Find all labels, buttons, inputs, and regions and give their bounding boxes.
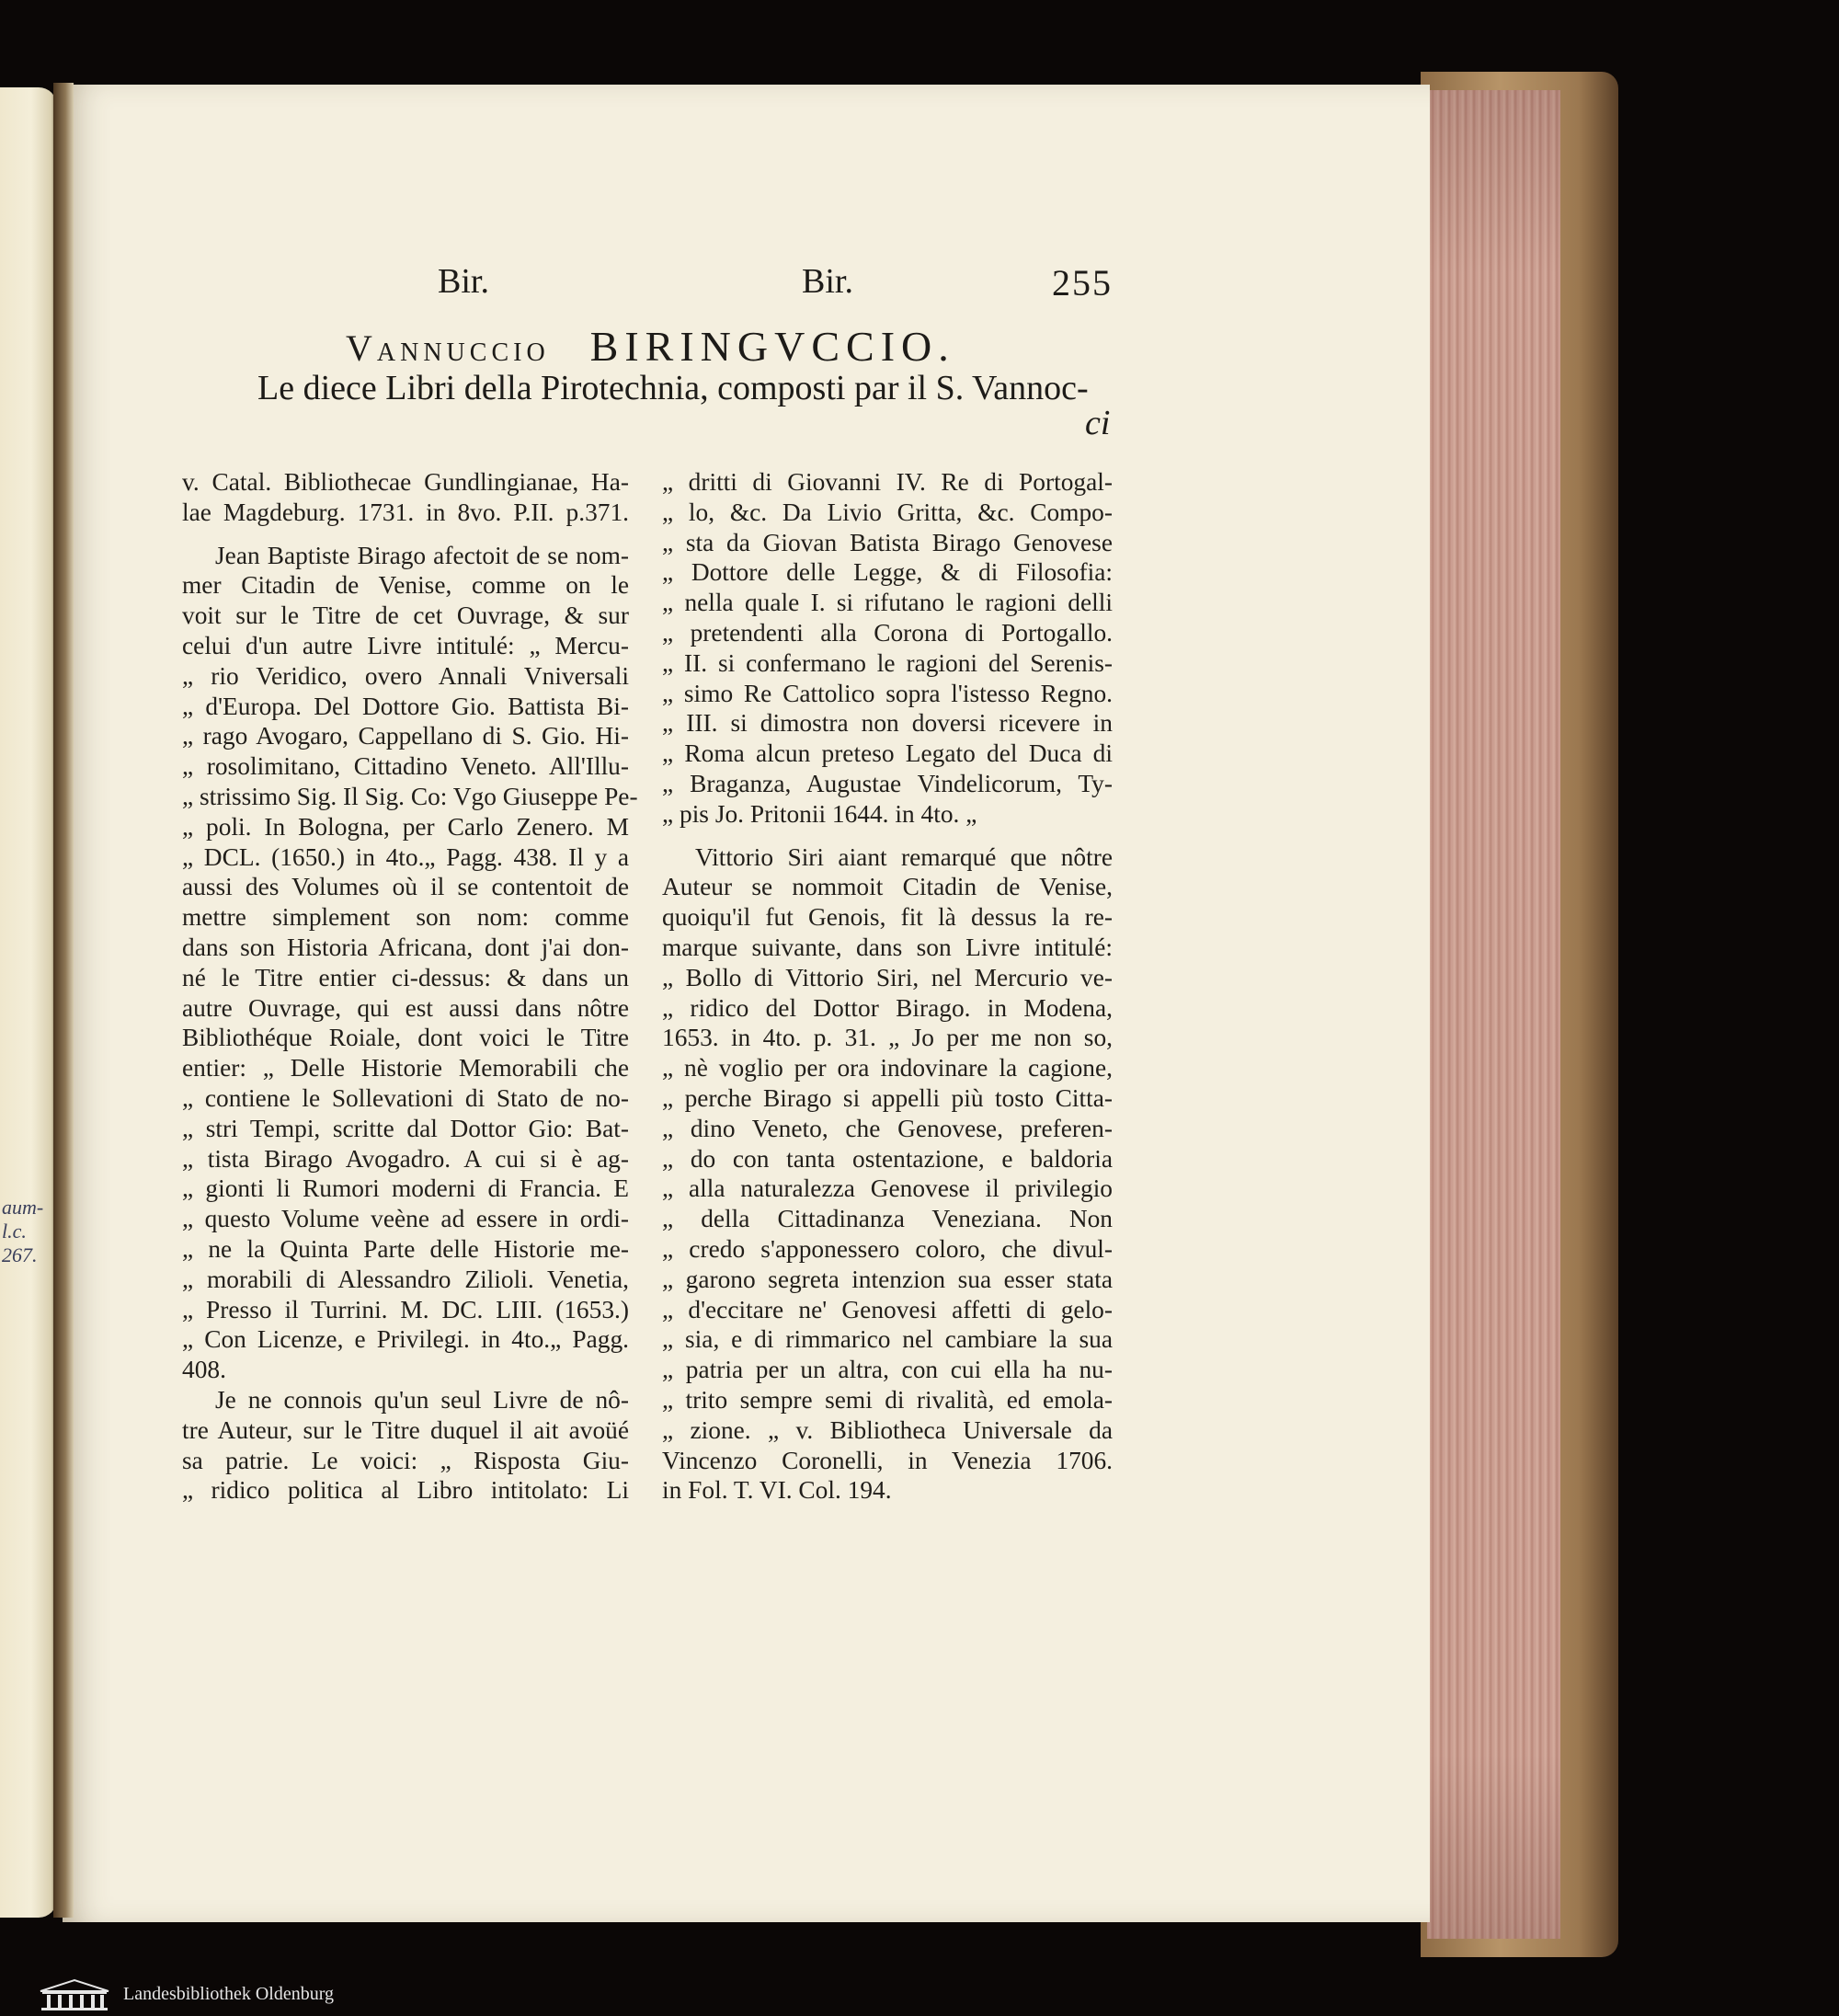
running-head-center: Bir.: [802, 262, 853, 301]
heading-surname: BIRINGVCCIO.: [589, 323, 955, 370]
text-line: aussi des Volumes où il se contentoit de: [182, 873, 629, 901]
text-line: „ poli. In Bologna, per Carlo Zenero. M: [182, 812, 629, 841]
text-line: „ rago Avogaro, Cappellano di S. Gio. Hi-: [182, 722, 629, 750]
text-line: marque suivante, dans son Livre intitulé:: [662, 933, 1113, 961]
library-building-icon: [39, 1978, 110, 2011]
text-line: „ credo s'apponessero coloro, che divul-: [662, 1234, 1113, 1263]
text-line: né le Titre entier ci-dessus: & dans un: [182, 963, 629, 991]
text-line: mer Citadin de Venise, comme on le: [182, 571, 629, 600]
text-line: sa patrie. Le voici: „ Risposta Giu-: [182, 1446, 629, 1474]
text-line: 1653. in 4to. p. 31. „ Jo per me non so,: [662, 1024, 1113, 1052]
text-line: „ Braganza, Augustae Vindelicorum, Ty-: [662, 769, 1113, 797]
text-line: „ pretendenti alla Corona di Portogallo.: [662, 618, 1113, 647]
text-line: Jean Baptiste Birago afectoit de se nom-: [215, 541, 629, 569]
text-line: Vittorio Siri aiant remarqué que nôtre: [695, 842, 1113, 871]
text-line: „ trito sempre semi di rivalità, ed emola-: [662, 1385, 1113, 1414]
text-line: „ morabili di Alessandro Zilioli. Venetia,: [182, 1265, 629, 1293]
text-line: Bibliothéque Roiale, dont voici le Titre: [182, 1024, 629, 1052]
text-line: Je ne connois qu'un seul Livre de nô-: [215, 1385, 629, 1414]
text-line: „ patria per un altra, con cui ella ha nu-: [662, 1356, 1113, 1384]
text-line: Vincenzo Coronelli, in Venezia 1706.: [662, 1446, 1113, 1474]
text-line: „ d'eccitare ne' Genovesi affetti di gelo-: [662, 1295, 1113, 1323]
margin-annotation: aum- l.c. 267.: [2, 1196, 44, 1266]
entry-heading: [346, 322, 989, 371]
text-line: „ alla naturalezza Genovese il privilegio: [662, 1174, 1113, 1203]
text-line: „ ridico del Dottor Birago. in Modena,: [662, 993, 1113, 1022]
text-line: „ nella quale I. si rifutano le ragioni delli: [662, 589, 1113, 617]
paragraph-gap: [182, 528, 629, 541]
text-line: „ simo Re Cattolico sopra l'istesso Regno.: [662, 679, 1113, 707]
text-line: „ contiene le Sollevationi di Stato de no-: [182, 1083, 629, 1112]
text-line: „ strissimo Sig. Il Sig. Co: Vgo Giuseppe Pe-: [182, 782, 638, 810]
text-line: „ gionti li Rumori moderni di Francia. E: [182, 1174, 629, 1203]
text-line: „ DCL. (1650.) in 4to.„ Pagg. 438. Il y a: [182, 842, 629, 871]
text-line: voit sur le Titre de cet Ouvrage, & sur: [182, 601, 629, 630]
text-line: „ ne la Quinta Parte delle Historie me-: [182, 1234, 629, 1263]
text-line: celui d'un autre Livre intitulé: „ Mercu-: [182, 631, 629, 659]
text-line: „ rosolimitano, Cittadino Veneto. All'Illu-: [182, 752, 629, 781]
left-page-edge: [0, 87, 57, 1918]
text-line: „ lo, &c. Da Livio Gritta, &c. Compo-: [662, 498, 1113, 526]
text-line: „ do con tanta ostentazione, e baldoria: [662, 1144, 1113, 1173]
text-line: 408.: [182, 1356, 226, 1384]
text-line: „ zione. „ v. Bibliotheca Universale da: [662, 1415, 1113, 1444]
text-line: „ sia, e di rimmarico nel cambiare la sua: [662, 1325, 1113, 1354]
running-head-left: Bir.: [438, 262, 489, 301]
left-text-column: [182, 467, 638, 1506]
entry-subtitle: Le diece Libri della Pirotechnia, composti par il S. Vannoc-: [257, 369, 1089, 407]
text-line: entier: „ Delle Historie Memorabili che: [182, 1054, 629, 1082]
text-line: „ dino Veneto, che Genovese, preferen-: [662, 1114, 1113, 1142]
text-line: Auteur se nommoit Citadin de Venise,: [662, 873, 1113, 901]
text-line: „ garono segreta intenzion sua esser stata: [662, 1265, 1113, 1293]
heading-given-name: Vannuccio: [346, 327, 550, 369]
paragraph-gap: [662, 830, 1113, 842]
entry-subtitle-continuation: ci: [1085, 404, 1111, 442]
text-line: „ Presso il Turrini. M. DC. LIII. (1653.): [182, 1295, 629, 1323]
text-line: „ pis Jo. Pritonii 1644. in 4to. „: [662, 799, 977, 828]
text-line: „ II. si confermano le ragioni del Serenis-: [662, 648, 1113, 677]
text-line: v. Catal. Bibliothecae Gundlingianae, Ha-: [182, 468, 629, 496]
text-line: autre Ouvrage, qui est aussi dans nôtre: [182, 993, 629, 1022]
text-line: „ stri Tempi, scritte dal Dottor Gio: Bat-: [182, 1114, 629, 1142]
book-gutter: [53, 83, 74, 1918]
text-line: „ della Cittadinanza Veneziana. Non: [662, 1205, 1113, 1233]
text-line: „ d'Europa. Del Dottore Gio. Battista Bi-: [182, 692, 629, 720]
text-line: „ ridico politica al Libro intitolato: Li: [182, 1476, 629, 1505]
right-text-column: [662, 467, 1113, 1506]
page-number: 255: [1052, 262, 1113, 304]
text-line: „ nè voglio per ora indovinare la cagione,: [662, 1054, 1113, 1082]
text-line: „ questo Volume veène ad essere in ordi-: [182, 1205, 629, 1233]
text-line: dans son Historia Africana, dont j'ai don-: [182, 933, 629, 961]
text-line: „ Bollo di Vittorio Siri, nel Mercurio ve-: [662, 963, 1113, 991]
footer-library-name: Landesbibliothek Oldenburg: [123, 1984, 335, 2004]
text-line: mettre simplement son nom: comme: [182, 903, 629, 932]
text-line: „ Con Licenze, e Privilegi. in 4to.„ Pagg.: [182, 1325, 629, 1354]
text-line: „ rio Veridico, overo Annali Vniversali: [182, 661, 629, 690]
text-line: „ tista Birago Avogadro. A cui si è ag-: [182, 1144, 629, 1173]
text-line: „ dritti di Giovanni IV. Re di Portogal-: [662, 468, 1113, 496]
footer-bar: [0, 1975, 1839, 2016]
text-line: „ perche Birago si appelli più tosto Citta-: [662, 1083, 1113, 1112]
text-line: in Fol. T. VI. Col. 194.: [662, 1476, 892, 1505]
text-line: tre Auteur, sur le Titre duquel il ait avoüé: [182, 1415, 629, 1444]
text-line: „ Roma alcun preteso Legato del Duca di: [662, 739, 1113, 768]
text-line: „ Dottore delle Legge, & di Filosofia:: [662, 558, 1113, 587]
text-line: „ III. si dimostra non doversi ricevere in: [662, 709, 1113, 738]
text-line: lae Magdeburg. 1731. in 8vo. P.II. p.371.: [182, 498, 629, 526]
text-line: quoiqu'il fut Genois, fit là dessus la re-: [662, 903, 1113, 932]
text-line: „ sta da Giovan Batista Birago Genovese: [662, 528, 1113, 556]
